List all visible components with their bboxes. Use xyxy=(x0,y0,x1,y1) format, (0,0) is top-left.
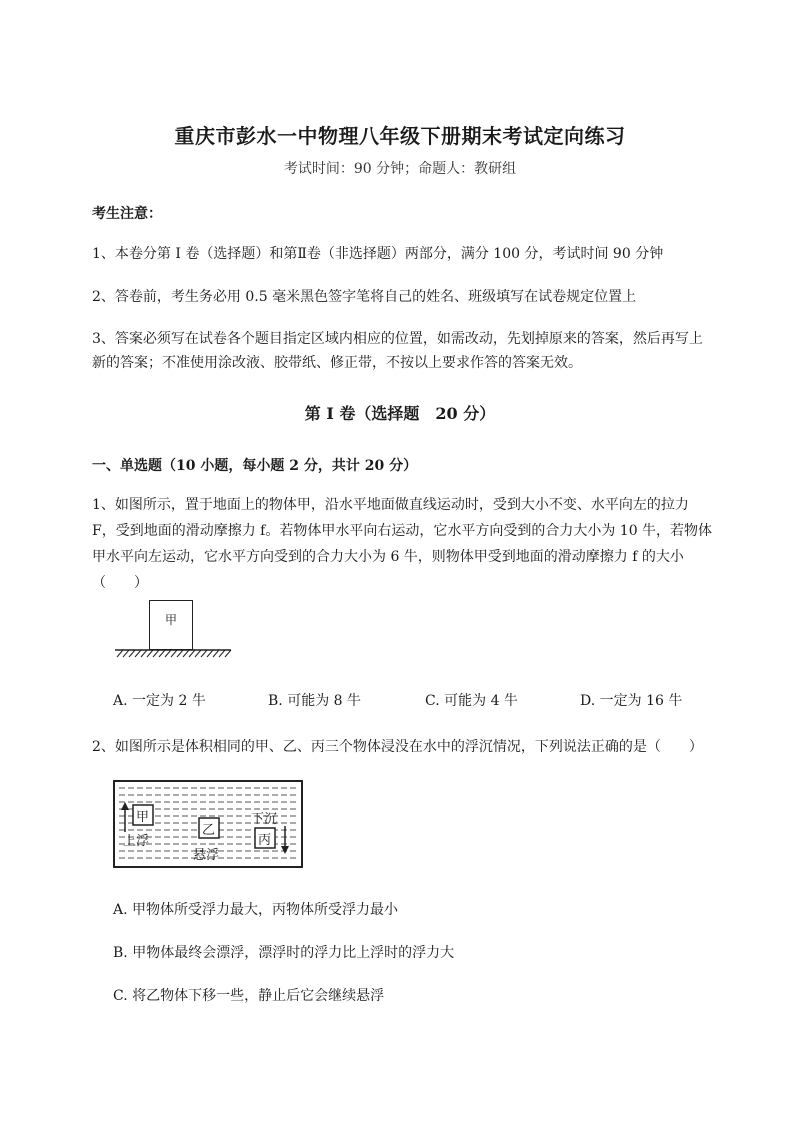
notice-item-3: 3、答案必须写在试卷各个题目指定区域内相应的位置，如需改动，先划掉原来的答案，然后再写上新的答案；不准使用涂改液、胶带纸、修正带，不按以上要求作答的答案无效。 xyxy=(92,331,703,371)
question-2-figure xyxy=(113,780,303,868)
block-jia-label: 甲 xyxy=(164,613,177,627)
notice-heading: 考生注意： xyxy=(92,206,162,222)
label-suspend: 悬浮 xyxy=(193,848,220,863)
question-2-option-a[interactable]: A. 甲物体所受浮力最大，丙物体所受浮力最小 xyxy=(113,902,399,918)
question-2-text: 2、如图所示是体积相同的甲、乙、丙三个物体浸没在水中的浮沉情况，下列说法正确的是（ ） xyxy=(92,739,703,755)
document-title: 重庆市彭水一中物理八年级下册期末考试定向练习 xyxy=(174,124,626,148)
notice-item-2: 2、答卷前，考生务必用 0.5 毫米黑色签字笔将自己的姓名、班级填写在试卷规定位置上 xyxy=(92,289,637,305)
document-subtitle: 考试时间：90 分钟；命题人：教研组 xyxy=(283,161,517,177)
label-up: 上浮 xyxy=(123,834,150,849)
question-1-option-c[interactable]: C. 可能为 4 牛 xyxy=(425,693,518,709)
question-1-figure xyxy=(113,600,233,662)
question-2-option-b[interactable]: B. 甲物体最终会漂浮，漂浮时的浮力比上浮时的浮力大 xyxy=(113,945,455,961)
label-down: 下沉 xyxy=(251,812,278,827)
label-jia: 甲 xyxy=(136,810,150,825)
ground-hatch-icon xyxy=(113,600,233,662)
part-heading: 一、单选题（10 小题，每小题 2 分，共计 20 分） xyxy=(92,458,418,474)
question-2-option-c[interactable]: C. 将乙物体下移一些，静止后它会继续悬浮 xyxy=(113,988,385,1004)
section-title: 第 I 卷（选择题 20 分） xyxy=(304,404,496,423)
label-yi: 乙 xyxy=(202,823,216,838)
question-1-text: 1、如图所示，置于地面上的物体甲，沿水平地面做直线运动时，受到大小不变、水平向左的拉力 F，受到地面的滑动摩擦力 f。若物体甲水平向右运动，它水平方向受到的合力大小为 10 牛，若物体甲水平向左运动，它水平方向受到的合力大小为 6 牛，则物体甲受到地面的滑动摩擦力 f 的大小（ ） xyxy=(92,497,713,591)
label-bing: 丙 xyxy=(258,833,272,848)
question-1-option-d[interactable]: D. 一定为 16 牛 xyxy=(580,693,683,709)
question-1-option-a[interactable]: A. 一定为 2 牛 xyxy=(113,693,206,709)
question-1-option-b[interactable]: B. 可能为 8 牛 xyxy=(268,693,361,709)
notice-item-1: 1、本卷分第 I 卷（选择题）和第Ⅱ卷（非选择题）两部分，满分 100 分，考试时间 90 分钟 xyxy=(92,246,664,262)
